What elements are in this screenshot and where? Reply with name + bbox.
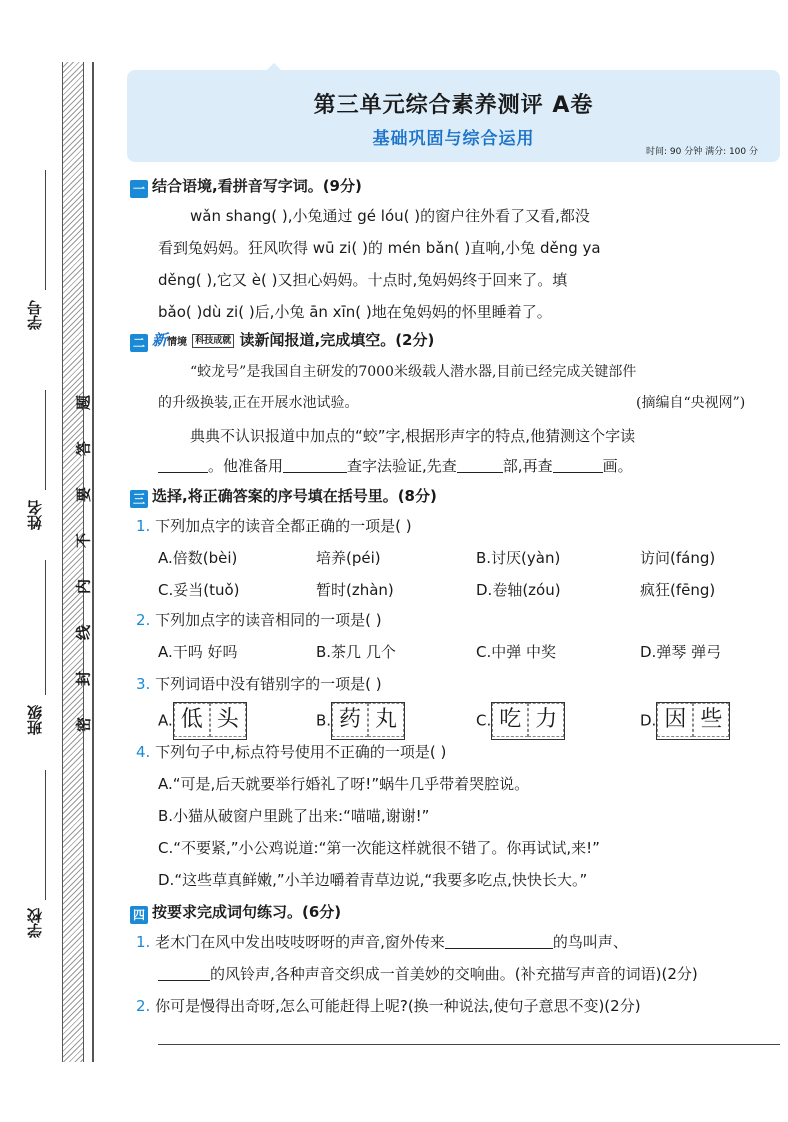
section-number-badge: 一 — [130, 180, 148, 198]
option-d[interactable]: D.卷轴(zóu) — [476, 581, 561, 599]
section-4-heading — [130, 902, 341, 924]
option-d[interactable] — [640, 702, 730, 740]
question-text: 的鸟叫声、 — [552, 933, 628, 951]
option-c[interactable]: C.“不要紧,”小公鸡说道:“第一次能这样就很不错了。你再试试,来!” — [158, 839, 600, 857]
option-a[interactable]: A.干吗 好吗 — [158, 643, 238, 661]
question-number: 2. — [136, 611, 151, 629]
section-number-badge: 三 — [130, 490, 148, 508]
char-cell: 因 — [657, 703, 693, 737]
answer-blank[interactable] — [445, 934, 553, 949]
page-title: 第三单元综合素养测评 A卷 — [313, 93, 594, 118]
question-3-1 — [136, 516, 412, 536]
name-label: 姓名 — [26, 500, 44, 530]
news-text: 的升级换装,正在开展水池试验。 — [158, 395, 359, 411]
option-c[interactable] — [476, 702, 565, 740]
question-3-2 — [136, 610, 382, 630]
option-a-second: 培养(péi) — [316, 549, 381, 567]
topic-tag: 科技成就 — [192, 334, 234, 348]
option-label: A. — [158, 711, 173, 730]
char-cell: 丸 — [368, 703, 404, 737]
seal-char: 线 — [74, 625, 93, 641]
name-line — [45, 390, 46, 490]
pinyin-line: 看到兔妈妈。狂风吹得 wū zi( )的 mén bǎn( )直响,小兔 děng ya — [158, 239, 601, 257]
option-c-second: 暂时(zhàn) — [316, 581, 394, 599]
question-text: 的风铃声,各种声音交织成一首美妙的交响曲。(补充描写声音的词语)(2分) — [210, 965, 698, 983]
option-a[interactable]: A.倍数(bèi) — [158, 549, 238, 567]
seal-char: 密 — [74, 717, 93, 733]
seal-char: 封 — [74, 671, 93, 687]
char-cell: 力 — [528, 703, 564, 737]
question-number: 3. — [136, 675, 151, 693]
section-2-heading — [130, 330, 434, 353]
section-3-heading — [130, 486, 437, 508]
page-subtitle: 基础巩固与综合运用 — [372, 129, 535, 149]
class-line — [45, 560, 46, 695]
section-title: 读新闻报道,完成填空。(2分) — [239, 331, 435, 349]
pinyin-line: děng( ),它又 è( )又担心妈妈。十点时,兔妈妈终于回来了。填 — [158, 271, 568, 289]
question-4-2 — [136, 996, 641, 1016]
news-source: (摘编自“央视网”) — [636, 395, 746, 411]
class-label: 班级 — [26, 705, 44, 735]
char-cell: 药 — [332, 703, 368, 737]
question-text: 。他准备用 — [208, 457, 284, 475]
question-text: 部,再查 — [502, 457, 553, 475]
answer-line[interactable] — [158, 1044, 780, 1045]
answer-blank[interactable] — [457, 458, 503, 473]
question-text: 你可是慢得出奇呀,怎么可能赶得上呢?(换一种说法,使句子意思不变)(2分) — [155, 997, 641, 1015]
option-c[interactable]: C.妥当(tuǒ) — [158, 581, 240, 599]
new-badge: 新 — [152, 331, 168, 349]
question-text: 老木门在风中发出吱吱呀呀的声音,窗外传来 — [155, 933, 445, 951]
question-text: 下列句子中,标点符号使用不正确的一项是( ) — [155, 743, 447, 761]
pinyin-line: bǎo( )dù zi( )后,小兔 ān xīn( )地在兔妈妈的怀里睡着了。 — [158, 303, 552, 321]
seal-char: 内 — [74, 579, 93, 595]
school-line — [45, 770, 46, 900]
char-cell: 吃 — [492, 703, 528, 737]
option-label: D. — [640, 711, 657, 730]
question-number: 4. — [136, 743, 151, 761]
option-d[interactable]: D.“这些草真鲜嫩,”小羊边嚼着青草边说,“我要多吃点,快快长大。” — [158, 871, 588, 889]
question-text: 画。 — [602, 457, 633, 475]
section-number-badge: 四 — [130, 906, 148, 924]
student-id-line — [45, 170, 46, 290]
option-b[interactable] — [316, 702, 405, 740]
option-a[interactable]: A.“可是,后天就要举行婚礼了呀!”蜗牛几乎带着哭腔说。 — [158, 775, 530, 793]
answer-blank[interactable] — [283, 458, 347, 473]
section-title: 结合语境,看拼音写字词。(9分) — [152, 177, 362, 195]
question-3-4 — [136, 742, 446, 762]
question-text: 下列加点字的读音相同的一项是( ) — [155, 611, 382, 629]
seal-char: 不 — [74, 533, 93, 549]
option-b[interactable]: B.茶几 几个 — [316, 643, 396, 661]
question-text: 下列词语中没有错别字的一项是( ) — [155, 675, 382, 693]
option-b[interactable]: B.讨厌(yàn) — [476, 549, 561, 567]
seal-char: 题 — [74, 395, 93, 411]
fill-blank-line — [158, 456, 633, 476]
seal-char: 答 — [74, 441, 93, 457]
char-cell: 些 — [693, 703, 729, 737]
student-id-label: 学号 — [26, 300, 44, 330]
option-label: B. — [316, 711, 332, 730]
section-title: 选择,将正确答案的序号填在括号里。(8分) — [152, 487, 437, 505]
question-number: 2. — [136, 997, 151, 1015]
option-a[interactable] — [158, 702, 247, 740]
question-4-1-cont — [158, 964, 698, 984]
char-cell: 低 — [174, 703, 210, 737]
pinyin-line: wǎn shang( ),小兔通过 gé lóu( )的窗户往外看了又看,都没 — [190, 207, 590, 225]
question-4-1 — [136, 932, 628, 952]
seal-char: 要 — [74, 487, 93, 503]
binding-hatch-strip — [62, 62, 84, 1062]
answer-blank[interactable] — [158, 458, 208, 473]
scenario-label: 情境 — [167, 337, 188, 348]
char-cell: 头 — [210, 703, 246, 737]
binding-line — [92, 62, 94, 1062]
section-title: 按要求完成词句练习。(6分) — [152, 903, 342, 921]
option-c[interactable]: C.中弹 中奖 — [476, 643, 557, 661]
option-d-second: 疯狂(fēng) — [640, 581, 716, 599]
question-text: 典典不认识报道中加点的“蛟”字,根据形声字的特点,他猜测这个字读 — [190, 427, 636, 445]
option-d[interactable]: D.弹琴 弹弓 — [640, 643, 722, 661]
answer-blank[interactable] — [553, 458, 603, 473]
option-label: C. — [476, 711, 492, 730]
news-text: “蛟龙号”是我国自主研发的7000米级载人潜水器,目前已经完成关键部件 — [190, 364, 637, 380]
section-1-heading — [130, 176, 362, 198]
section-number-badge: 二 — [130, 334, 148, 352]
header-banner — [127, 70, 780, 162]
question-number: 1. — [136, 933, 151, 951]
question-number: 1. — [136, 517, 151, 535]
school-label: 学校 — [26, 908, 44, 938]
time-info: 时间: 90 分钟 满分: 100 分 — [646, 147, 758, 157]
question-text: 查字法验证,先查 — [347, 457, 457, 475]
question-text: 下列加点字的读音全都正确的一项是( ) — [155, 517, 412, 535]
answer-blank[interactable] — [158, 966, 210, 981]
option-b[interactable]: B.小猫从破窗户里跳了出来:“喵喵,谢谢!” — [158, 807, 430, 825]
question-3-3 — [136, 674, 382, 694]
option-b-second: 访问(fáng) — [640, 549, 716, 567]
